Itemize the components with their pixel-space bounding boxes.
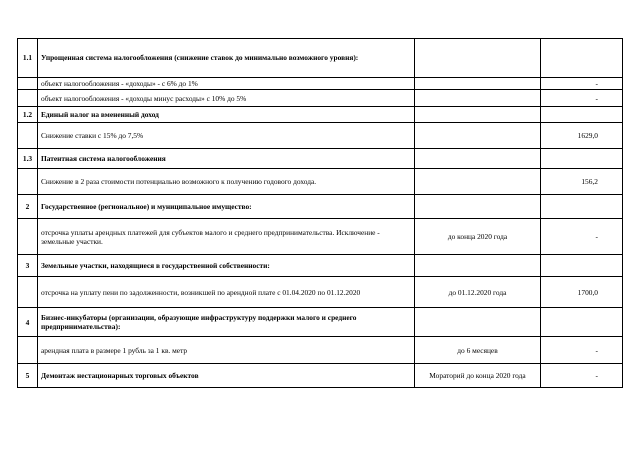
row-term: [415, 195, 541, 219]
row-number: [18, 337, 38, 364]
row-label: Государственное (региональное) и муниципальное имущество:: [38, 195, 415, 219]
row-term: до 01.12.2020 года: [415, 277, 541, 308]
row-value: [541, 195, 623, 219]
row-number: [18, 219, 38, 255]
row-label: Демонтаж нестационарных торговых объектов: [38, 364, 415, 388]
table-row: [18, 364, 623, 388]
row-term: [415, 308, 541, 337]
row-term: [415, 39, 541, 78]
row-number: 5: [18, 364, 38, 388]
row-value: [541, 308, 623, 337]
table-row: [18, 219, 623, 255]
row-label: объект налогообложения - «доходы минус расходы» с 10% до 5%: [38, 90, 415, 107]
row-value: [541, 255, 623, 277]
row-value: -: [541, 90, 623, 107]
row-value: -: [541, 364, 623, 388]
row-number: 1.1: [18, 39, 38, 78]
row-number: 1.2: [18, 107, 38, 123]
row-label: Единый налог на вмененный доход: [38, 107, 415, 123]
row-label: Снижение ставки с 15% до 7,5%: [38, 123, 415, 149]
row-number: 2: [18, 195, 38, 219]
table-row: [18, 308, 623, 337]
row-value: [541, 149, 623, 169]
table-row: [18, 277, 623, 308]
row-value: -: [541, 337, 623, 364]
table-row: [18, 39, 623, 78]
row-label: Снижение в 2 раза стоимости потенциально возможного к получению годового дохода.: [38, 169, 415, 195]
row-label: объект налогообложения - «доходы» - с 6% до 1%: [38, 78, 415, 90]
table-row: [18, 255, 623, 277]
table-row: [18, 149, 623, 169]
table-row: [18, 123, 623, 149]
row-value: 1629,0: [541, 123, 623, 149]
measures-table: [17, 38, 623, 388]
table-row: [18, 90, 623, 107]
row-label: Бизнес-инкубаторы (организации, образующие инфраструктуру поддержки малого и среднего предпринимательства):: [38, 308, 415, 337]
row-label: отсрочка уплаты арендных платежей для субъектов малого и среднего предпринимательства. Исключение - земельные участки.: [38, 219, 415, 255]
table-row: [18, 169, 623, 195]
row-number: [18, 169, 38, 195]
row-label: Патентная система налогообложения: [38, 149, 415, 169]
row-number: 1.3: [18, 149, 38, 169]
row-number: 3: [18, 255, 38, 277]
row-number: [18, 123, 38, 149]
row-value: 156,2: [541, 169, 623, 195]
row-number: [18, 78, 38, 90]
row-value: [541, 39, 623, 78]
row-label: отсрочка на уплату пени по задолженности, возникшей по арендной плате с 01.04.2020 по 01.12.2020: [38, 277, 415, 308]
table-row: [18, 195, 623, 219]
table-row: [18, 337, 623, 364]
row-number: [18, 90, 38, 107]
row-value: -: [541, 219, 623, 255]
row-term: до 6 месяцев: [415, 337, 541, 364]
row-term: до конца 2020 года: [415, 219, 541, 255]
table-row: [18, 78, 623, 90]
row-label: Упрощенная система налогообложения (снижение ставок до минимально возможного уровня):: [38, 39, 415, 78]
row-label: Земельные участки, находящиеся в государственной собственности:: [38, 255, 415, 277]
row-term: [415, 123, 541, 149]
row-term: [415, 255, 541, 277]
table-row: [18, 107, 623, 123]
row-term: [415, 107, 541, 123]
row-term: [415, 78, 541, 90]
row-number: 4: [18, 308, 38, 337]
row-label: арендная плата в размере 1 рубль за 1 кв. метр: [38, 337, 415, 364]
row-value: -: [541, 78, 623, 90]
row-term: [415, 90, 541, 107]
row-term: [415, 169, 541, 195]
row-value: [541, 107, 623, 123]
row-term: Мораторий до конца 2020 года: [415, 364, 541, 388]
row-number: [18, 277, 38, 308]
row-value: 1700,0: [541, 277, 623, 308]
row-term: [415, 149, 541, 169]
